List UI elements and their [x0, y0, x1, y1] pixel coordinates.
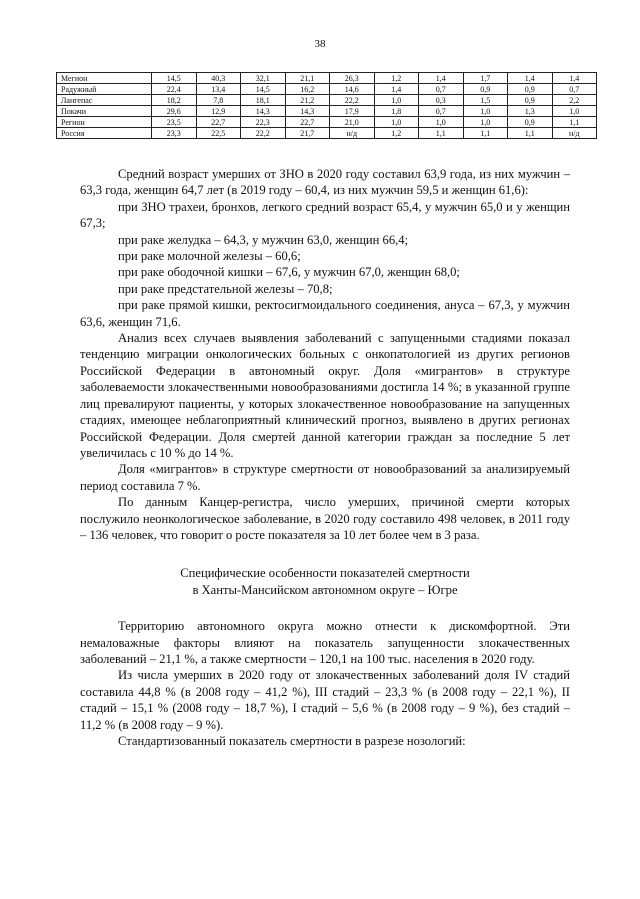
table-cell: 22,2	[241, 128, 286, 139]
table-cell: 0,9	[508, 95, 553, 106]
paragraph: Анализ всех случаев выявления заболеваний с запущенными стадиями показал тенденцию миграции онкологических больных с онкопатологией из других регионов Российской Федерации в автономный округ. Доля «мигрантов» в структуре заболеваемости злокачественными новообразованиями достигла 14 %; в указанной группе лиц превалируют пациенты, у которых злокачественное новообразование на запущенных стадиях, имеющее неблагоприятный клинический прогноз, выявлено в других регионах Российской Федерации. Доля смертей данной категории граждан за последние 5 лет увеличилась с 10 % до 14 %.	[80, 331, 570, 460]
paragraph: при раке предстательной железы – 70,8;	[118, 281, 333, 296]
table-cell: 21,0	[330, 117, 375, 128]
table-cell: 1,1	[552, 117, 597, 128]
table-cell: 22,7	[285, 117, 330, 128]
table-cell: 1,0	[419, 117, 464, 128]
table-row	[57, 117, 597, 128]
paragraph: при ЗНО трахеи, бронхов, легкого средний возраст 65,4, у мужчин 65,0 и у женщин 67,3;	[80, 199, 570, 231]
table-cell: 0,9	[463, 84, 508, 95]
table-cell-name: Мегион	[57, 73, 152, 84]
table-cell: 14,5	[152, 73, 197, 84]
paragraph: Стандартизованный показатель смертности в разрезе нозологий:	[118, 734, 466, 748]
table-cell: 14,3	[285, 106, 330, 117]
table-cell: 1,1	[463, 128, 508, 139]
table-cell: 16,2	[285, 84, 330, 95]
table-cell: н/д	[552, 128, 597, 139]
table-row	[57, 106, 597, 117]
table-cell: 14,5	[241, 84, 286, 95]
table-cell: 21,1	[285, 73, 330, 84]
table-cell: 32,1	[241, 73, 286, 84]
heading-line: в Ханты-Мансийском автономном округе – Югре	[192, 582, 458, 597]
table-cell: 2,2	[552, 95, 597, 106]
table-cell: 1,0	[463, 106, 508, 117]
paragraph: Из числа умерших в 2020 году от злокачественных заболеваний доля IV стадий составила 44,8 % (в 2008 году – 41,2 %), III стадий – 23,3 % (в 2008 году – 22,1 %), II стадий – 15,1 % (2008 году – 18,7 %), I стадий – 5,6 % (в 2008 году – 9 %), без стадий – 11,2 % (в 2008 году – 9 %).	[80, 668, 570, 732]
table-cell: 1,8	[374, 106, 419, 117]
paragraph: Доля «мигрантов» в структуре смертности от новообразований за анализируемый период составила 7 %.	[80, 462, 570, 493]
table-cell: 1,0	[463, 117, 508, 128]
page-number: 38	[314, 38, 326, 50]
table-cell: 14,6	[330, 84, 375, 95]
table-cell: 0,9	[508, 84, 553, 95]
table-row	[57, 95, 597, 106]
table-cell: 1,0	[374, 117, 419, 128]
table-cell: 1,4	[419, 73, 464, 84]
table-cell: 22,2	[330, 95, 375, 106]
paragraph: при раке молочной железы – 60,6;	[118, 249, 301, 264]
table-cell: 1,7	[463, 73, 508, 84]
paragraph: Территорию автономного округа можно отнести к дискомфортной. Эти немаловажные факторы влияют на показатель запущенности злокачественных заболеваний – 21,1 %, а также смертности – 120,1 на 100 тыс. населения в 2020 году.	[80, 619, 570, 666]
table-row	[57, 84, 597, 95]
table-cell-name: Россия	[57, 128, 152, 139]
table-cell: 18,1	[241, 95, 286, 106]
table-cell: 18,2	[152, 95, 197, 106]
table-cell-name: Регион	[57, 117, 152, 128]
table-cell: 1,1	[508, 128, 553, 139]
table-cell: 0,3	[419, 95, 464, 106]
table-cell: 29,6	[152, 106, 197, 117]
paragraph: при раке прямой кишки, ректосигмоидального соединения, ануса – 67,3, у мужчин 63,6, женщин 71,6.	[80, 298, 570, 329]
table-cell: 7,8	[196, 95, 241, 106]
table-cell: 23,3	[152, 128, 197, 139]
section-heading	[80, 565, 570, 598]
table-cell: 1,4	[374, 84, 419, 95]
table-cell: 22,7	[196, 117, 241, 128]
table-cell-name: Радужный	[57, 84, 152, 95]
table-cell: 0,7	[419, 106, 464, 117]
table-cell: 13,4	[196, 84, 241, 95]
table-cell: 1,5	[463, 95, 508, 106]
table-cell: 1,4	[508, 73, 553, 84]
paragraph: при раке ободочной кишки – 67,6, у мужчин 67,0, женщин 68,0;	[118, 265, 460, 280]
table-row	[57, 128, 597, 139]
table-cell: 21,2	[285, 95, 330, 106]
heading-line: Специфические особенности показателей смертности	[180, 566, 470, 581]
table-cell: 12,9	[196, 106, 241, 117]
table-cell: 22,5	[196, 128, 241, 139]
table-cell: 17,9	[330, 106, 375, 117]
paragraph: По данным Канцер-регистра, число умерших, причиной смерти которых послужило неонкологическое заболевание, в 2020 году составило 498 человек, в 2011 году – 136 человек, что говорит о росте показателя за 10 лет более чем в 3 раза.	[80, 495, 570, 542]
table-cell: 0,7	[552, 84, 597, 95]
table-cell: 1,0	[552, 106, 597, 117]
table-cell: 40,3	[196, 73, 241, 84]
table-cell: н/д	[330, 128, 375, 139]
table-cell: 1,1	[419, 128, 464, 139]
table-cell: 1,2	[374, 128, 419, 139]
table-cell: 1,3	[508, 106, 553, 117]
table-cell: 23,5	[152, 117, 197, 128]
table-cell: 1,2	[374, 73, 419, 84]
table-cell: 1,0	[374, 95, 419, 106]
table-cell: 22,3	[241, 117, 286, 128]
paragraph: Средний возраст умерших от ЗНО в 2020 году составил 63,9 года, из них мужчин – 63,3 года, женщин 64,7 лет (в 2019 году – 60,4, из них мужчин 59,5 и женщин 61,6):	[80, 167, 570, 198]
table-cell: 21,7	[285, 128, 330, 139]
table-cell: 0,9	[508, 117, 553, 128]
table-cell: 14,3	[241, 106, 286, 117]
table-cell: 26,3	[330, 73, 375, 84]
table-cell: 0,7	[419, 84, 464, 95]
body-text	[80, 166, 570, 749]
mortality-table	[56, 72, 597, 139]
table-row	[57, 73, 597, 84]
table-cell: 1,4	[552, 73, 597, 84]
paragraph: при раке желудка – 64,3, у мужчин 63,0, женщин 66,4;	[118, 232, 409, 247]
table-cell-name: Лангепас	[57, 95, 152, 106]
table-cell: 22,4	[152, 84, 197, 95]
table-cell-name: Покачи	[57, 106, 152, 117]
